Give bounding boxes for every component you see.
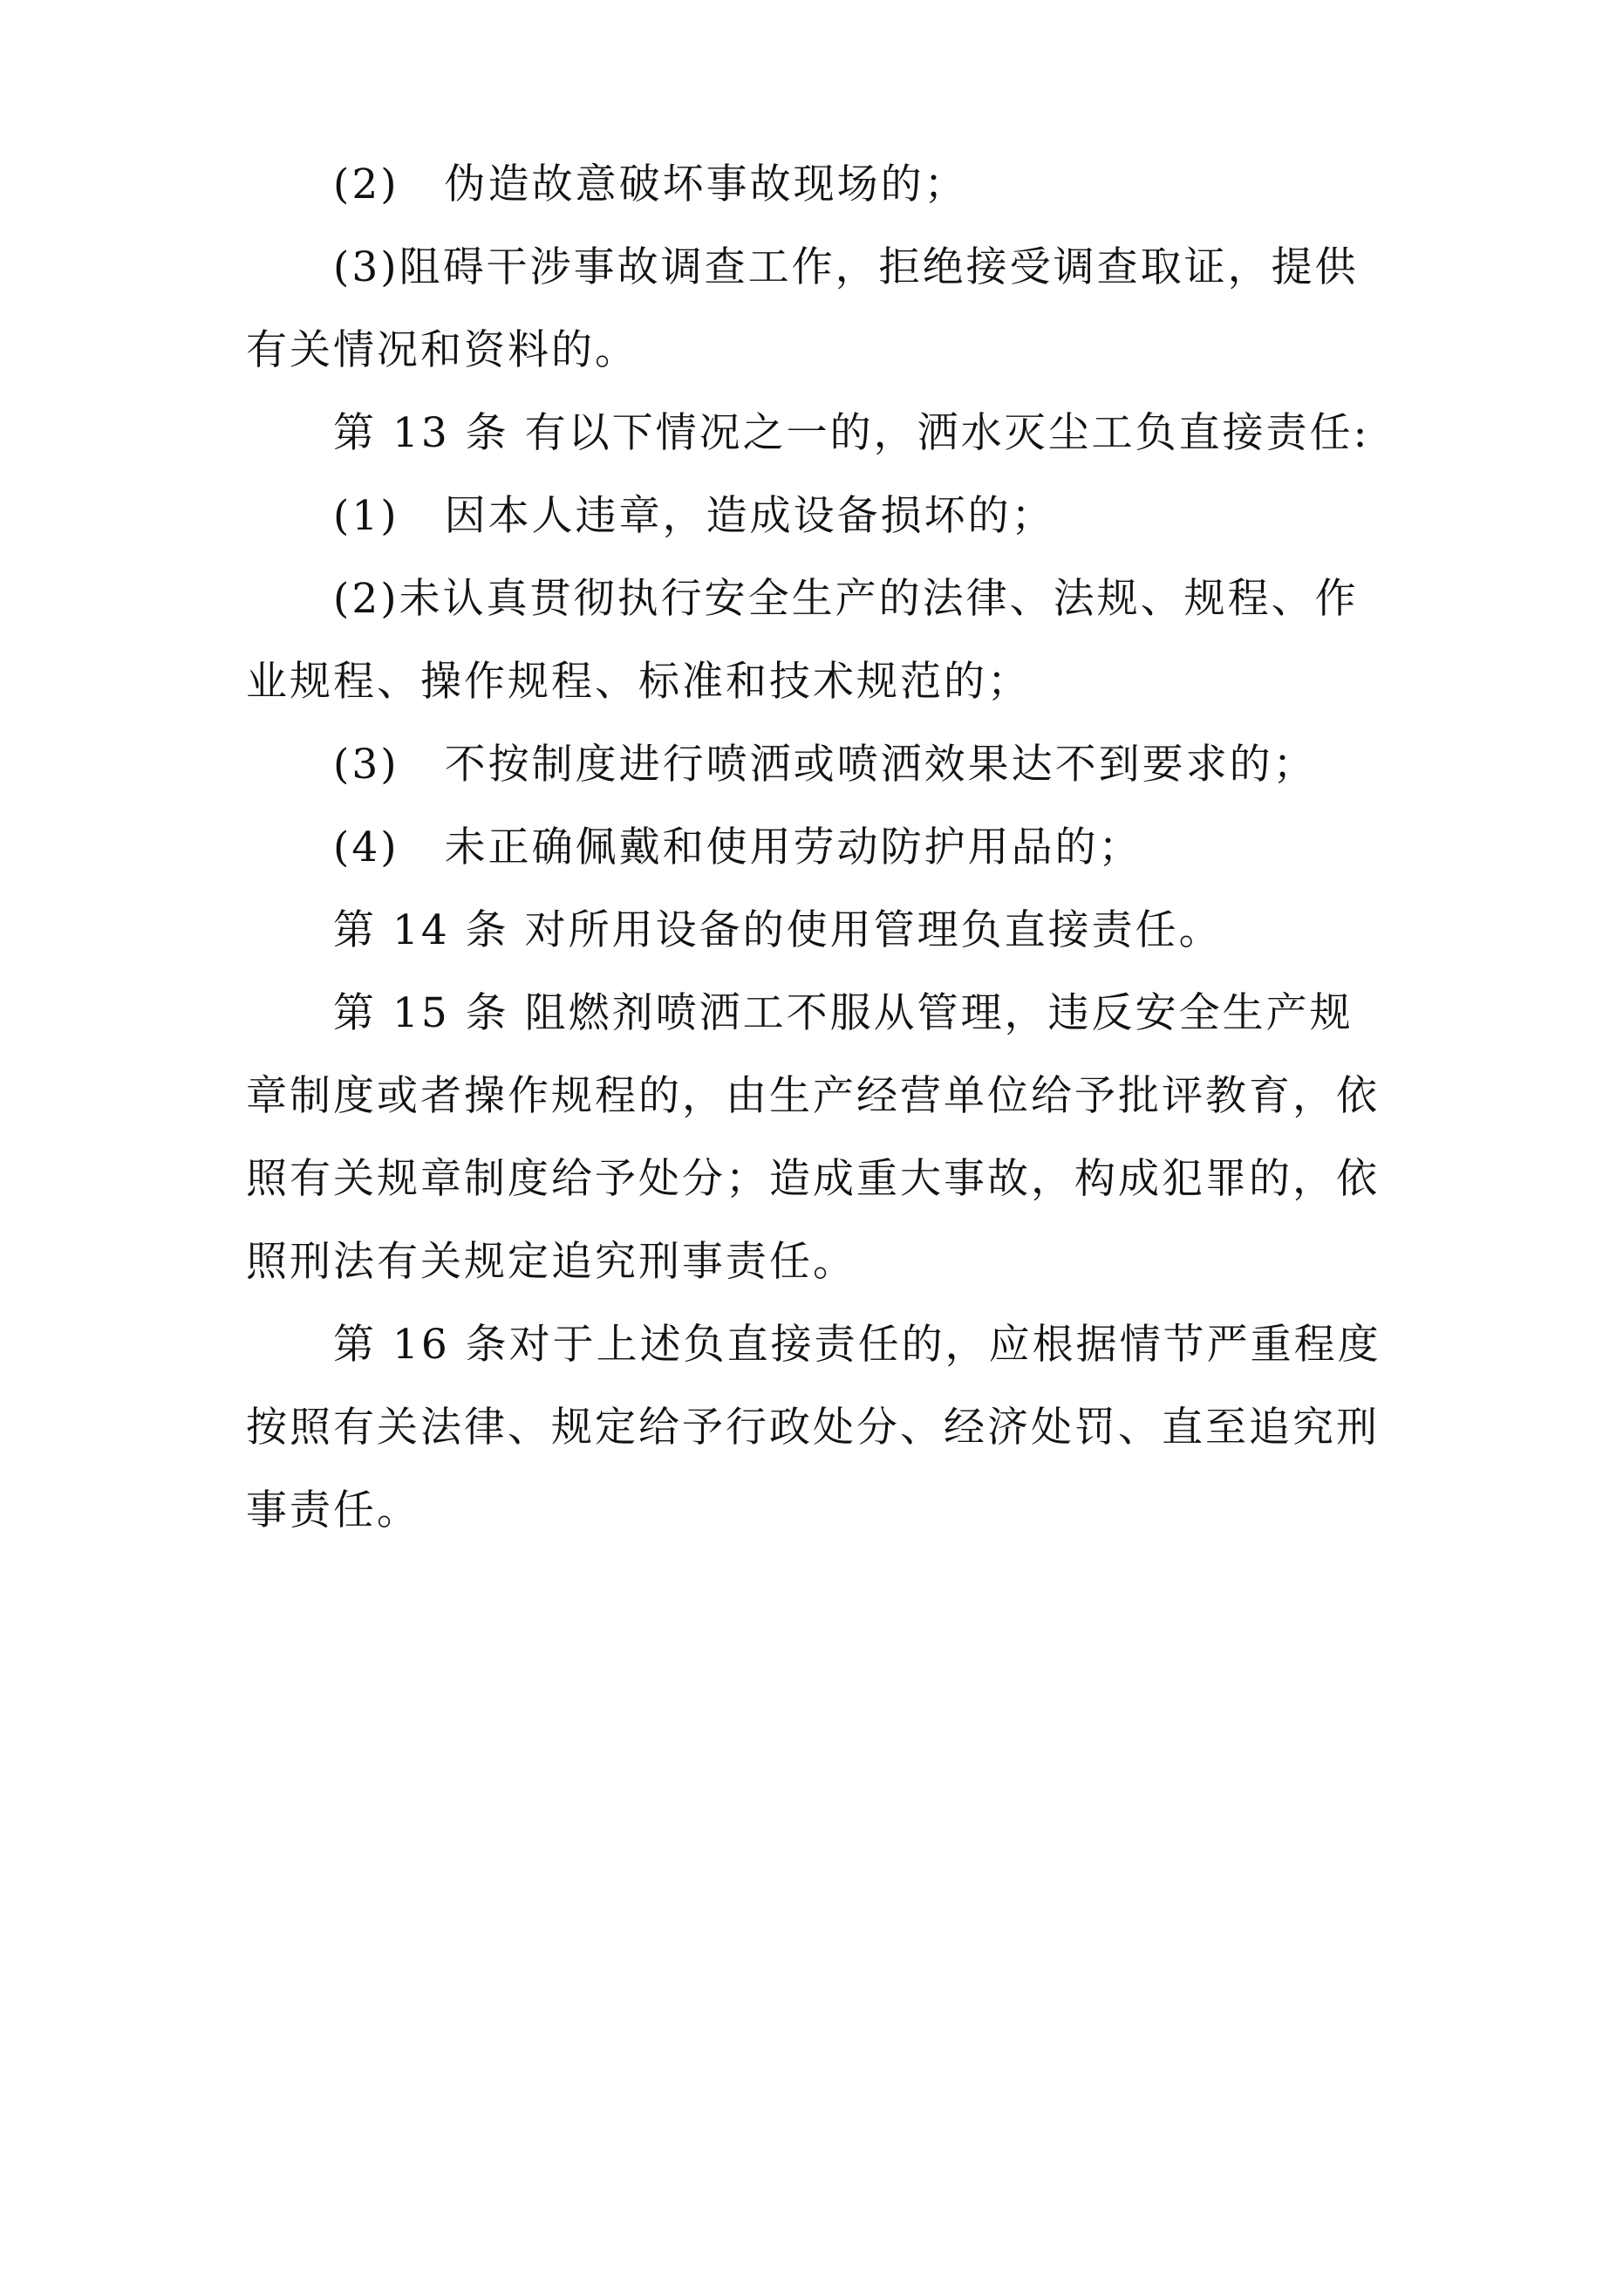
item-text: 阻碍干涉事故调查工作，拒绝接受调查取证，提供有关情况和资料的。 <box>246 243 1359 374</box>
clause-12-item-3 <box>246 226 1395 392</box>
clause-13-heading <box>246 392 1395 475</box>
clause-text: 第 13 条 有以下情况之一的，洒水灭尘工负直接责任: <box>333 409 1370 457</box>
item-number: (2) <box>333 575 399 623</box>
clause-12-item-2 <box>246 143 1395 226</box>
clause-text: 第 16 条对于上述负直接责任的，应根据情节严重程度按照有关法律、规定给予行政处分、经济处罚、直至追究刑事责任。 <box>246 1321 1381 1534</box>
item-number: (2) <box>333 161 399 208</box>
clause-16 <box>246 1303 1395 1552</box>
clause-13-item-1 <box>246 475 1395 557</box>
item-number: (3) <box>333 741 399 789</box>
clause-14 <box>246 889 1395 972</box>
item-text: 未认真贯彻执行安全生产的法律、法规、规程、作业规程、操作规程、标准和技术规范的； <box>246 575 1359 706</box>
document-body <box>246 143 1395 1552</box>
clause-13-item-4 <box>246 806 1395 889</box>
item-text: 伪造故意破坏事故现场的； <box>444 161 968 208</box>
item-text: 因本人违章，造成设备损坏的； <box>444 492 1055 540</box>
clause-text: 第 15 条 阻燃剂喷洒工不服从管理，违反安全生产规章制度或者操作规程的，由生产经营单位给予批评教育，依照有关规章制度给予处分；造成重大事故，构成犯罪的，依照刑法有关规定追究刑事责任。 <box>246 989 1380 1286</box>
clause-13-item-2 <box>246 557 1395 723</box>
clause-13-item-3 <box>246 723 1395 806</box>
item-text: 不按制度进行喷洒或喷洒效果达不到要求的； <box>444 741 1317 789</box>
item-text: 未正确佩戴和使用劳动防护用品的； <box>444 823 1142 871</box>
item-number: (1) <box>333 492 399 540</box>
clause-text: 第 14 条 对所用设备的使用管理负直接责任。 <box>333 906 1223 954</box>
clause-15 <box>246 972 1395 1303</box>
item-number: (4) <box>333 823 399 871</box>
item-number: (3) <box>333 243 399 291</box>
